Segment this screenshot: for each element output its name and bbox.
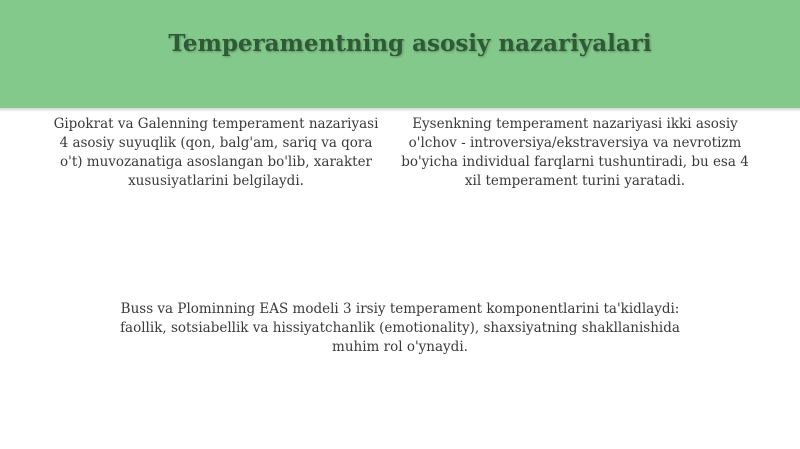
text-block-hippocrates-galen: Gipokrat va Galenning temperament nazariyasi 4 asosiy suyuqlik (qon, balg'am, sariq va qora o't) muvozanatiga asoslangan bo'lib, xarakter xususiyatlarini belgilaydi. [53, 116, 379, 189]
slide-title: Temperamentning asosiy nazariyalari [168, 30, 652, 57]
header-shadow [0, 108, 800, 112]
text-block-eysenck: Eysenkning temperament nazariyasi ikki asosiy o'lchov - introversiya/ekstraversiya va nevrotizm bo'yicha individual farqlarni tushuntiradi, bu esa 4 xil temperament turini yaratadi. [401, 116, 749, 189]
text-block-buss-plomin: Buss va Plominning EAS modeli 3 irsiy temperament komponentlarini ta'kidlaydi: faollik, sotsiabellik va hissiyatchanlik (emotionality), shaxsiyatning shakllanishida muhim rol o'ynaydi. [120, 301, 680, 355]
